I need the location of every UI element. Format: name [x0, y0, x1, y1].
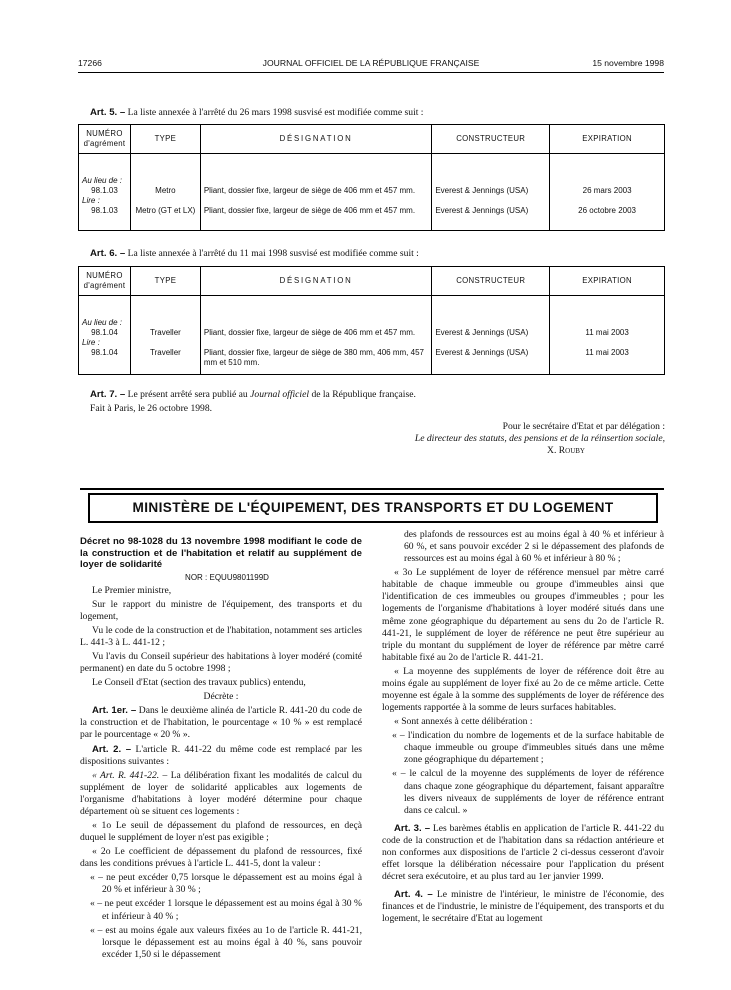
col-type: TYPE	[130, 267, 200, 296]
table-row: 98.1.04 Traveller Pliant, dossier fixe, largeur de siège de 406 mm et 457 mm. Everest & Jennings (USA) 11 mai 2003	[79, 328, 665, 338]
art6-paragraph	[90, 248, 660, 260]
signature-name: X. Rouby	[547, 445, 585, 456]
col-numero: NUMÉRO d'agrément	[79, 125, 131, 154]
col-numero: NUMÉRO d'agrément	[79, 267, 131, 296]
table-row: 98.1.04 Traveller Pliant, dossier fixe, largeur de siège de 380 mm, 406 mm, 457 mm et 510 mm. Everest & Jennings (USA) 11 mai 2003	[79, 348, 665, 375]
nor-reference: NOR : EQUU9801199D	[185, 572, 269, 582]
approval-table-1	[78, 124, 665, 231]
art5-label: Art. 5. –	[90, 107, 126, 118]
col-constructeur: CONSTRUCTEUR	[432, 267, 550, 296]
fait-a-paris: Fait à Paris, le 26 octobre 1998.	[90, 403, 213, 414]
art5-paragraph	[90, 107, 660, 119]
col-expiration: EXPIRATION	[550, 267, 665, 296]
article-2: Art. 2. – L'article R. 441-22 du même code est remplacé par les dispositions suivantes :	[80, 743, 362, 767]
journal-title: JOURNAL OFFICIEL DE LA RÉPUBLIQUE FRANÇAISE	[262, 58, 480, 68]
decrete-heading: Décrète :	[203, 691, 239, 703]
au-lieu-de-label: Au lieu de :	[79, 176, 131, 186]
art6-label: Art. 6. –	[90, 248, 126, 259]
decree-title: Décret no 98-1028 du 13 novembre 1998 modifiant le code de la construction et de l'habitation et relatif au supplément de loyer de solidarité	[80, 536, 362, 570]
decree-right-column: des plafonds de ressources est au moins égal à 40 % et inférieur à 60 %, et sans pouvoir excéder 2 si le dépassement des plafonds de ressources est au moins égal à 60 % et inférieur à 80 % ; « 3o Le supplément de loyer de référence mensuel par mètre carré habitable de chaque immeuble ou groupe d'immeubles ainsi que l'identification de ces immeubles ou groupes d'immeubles ; pour les logements de l'organisme d'habitations à loyer modéré situés dans une même zone géographique du département au sens du 2o de l'article R. 441-21, le supplément de loyer de référence ne peut être supérieur au triple du montant du supplément de loyer de référence par mètre carré habitable fixé au 2o de l'article R. 441-21. « La moyenne des suppléments de loyer de référence doit être au moins égale au supplément de loyer fixé au 2o de ce même article. Cette moyenne est égale à la somme des suppléments de loyer de référence des logements rapportée à la somme de leurs surfaces habitables. « Sont annexés à cette délibération : « – l'indication du nombre de logements et de la surface habitable de chaque immeuble ou groupe d'immeubles situés dans une même zone géographique du département ; « – le calcul de la moyenne des suppléments de loyer de référence dans chaque zone géographique du département, faisant apparaître les divers niveaux de suppléments de loyer de référence entrant dans ce calcul. » Art. 3. – Les barèmes établis en application de l'article R. 441-22 du code de la construction et de l'habitation dans sa rédaction antérieure et non conformes aux dispositions de l'article 2 ci-dessus cesseront d'avoir effet lorsque la délibération nécessaire pour l'application du présent décret sera exécutoire, et au plus tard au 1er janvier 1999. Art. 4. – Le ministre de l'intérieur, le ministre de l'économie, des finances et de l'industrie, le ministre de l'équipement, des transports et du logement, le secrétaire d'Etat au logement	[382, 529, 664, 925]
lire-label: Lire :	[79, 338, 131, 348]
signature-line-2: Le directeur des statuts, des pensions et de la réinsertion sociale,	[414, 433, 665, 444]
page-number: 17266	[78, 58, 102, 68]
art7-label: Art. 7. –	[90, 389, 126, 400]
lire-label: Lire :	[79, 196, 131, 206]
article-4: Art. 4. – Le ministre de l'intérieur, le ministre de l'économie, des finances et de l'industrie, le ministre de l'équipement, des transports et du logement, le secrétaire d'Etat au logement	[382, 889, 664, 925]
table-row: 98.1.03 Metro (GT et LX) Pliant, dossier fixe, largeur de siège de 406 mm et 457 mm. Everest & Jennings (USA) 26 octobre 2003	[79, 206, 665, 231]
au-lieu-de-label: Au lieu de :	[79, 318, 131, 328]
art7-paragraph: Art. 7. – Le présent arrêté sera publié au Journal officiel de la République française.	[90, 389, 416, 400]
art5-text: La liste annexée à l'arrêté du 26 mars 1998 susvisé est modifiée comme suit :	[127, 107, 424, 118]
col-expiration: EXPIRATION	[550, 125, 665, 154]
article-1: Art. 1er. – Dans le deuxième alinéa de l'article R. 441-20 du code de la construction et de l'habitation, le pourcentage « 10 % » est remplacé par le pourcentage « 20 % ».	[80, 705, 362, 741]
issue-date: 15 novembre 1998	[592, 58, 664, 68]
col-constructeur: CONSTRUCTEUR	[432, 125, 550, 154]
col-type: TYPE	[130, 125, 200, 154]
ministry-banner: MINISTÈRE DE L'ÉQUIPEMENT, DES TRANSPORTS ET DU LOGEMENT	[88, 493, 658, 523]
signature-line-1: Pour le secrétaire d'Etat et par délégation :	[502, 421, 665, 432]
decree-left-column: Décret no 98-1028 du 13 novembre 1998 modifiant le code de la construction et de l'habitation et relatif au supplément de loyer de solidarité NOR : EQUU9801199D Le Premier ministre, Sur le rapport du ministre de l'équipement, des transports et du logement, Vu le code de la construction et de l'habitation, notamment ses articles L. 441-3 à L. 441-12 ; Vu l'avis du Conseil supérieur des habitations à loyer modéré (comité permanent) en date du 5 octobre 1998 ; Le Conseil d'Etat (section des travaux publics) entendu, Décrète : Art. 1er. – Dans le deuxième alinéa de l'article R. 441-20 du code de la construction et de l'habitation, le pourcentage « 10 % » est remplacé par le pourcentage « 20 % ». Art. 2. – L'article R. 441-22 du même code est remplacé par les dispositions suivantes : « Art. R. 441-22. – La délibération fixant les modalités de calcul du supplément de loyer de solidarité applicables aux logements de l'organisme d'habitations à loyer modéré détermine pour chaque département où se situent ces logements : « 1o Le seuil de dépassement du plafond de ressources, en deçà duquel le supplément de loyer n'est pas exigible ; « 2o Le coefficient de dépassement du plafond de ressources, fixé dans les conditions prévues à l'article L. 441-5, dont la valeur : « – ne peut excéder 0,75 lorsque le dépassement est au moins égal à 20 % et inférieur à 30 % ; « – ne peut excéder 1 lorsque le dépassement est au moins égal à 30 % et inférieur à 40 % ; « – est au moins égale aux valeurs fixées au 1o de l'article R. 441-21, lorsque le dépassement est au moins égal à 40 %, sans pouvoir excéder 1,50 si le dépassement	[80, 536, 362, 960]
table-row: 98.1.03 Metro Pliant, dossier fixe, largeur de siège de 406 mm et 457 mm. Everest & Jennings (USA) 26 mars 2003	[79, 186, 665, 196]
art6-text: La liste annexée à l'arrêté du 11 mai 1998 susvisé est modifiée comme suit :	[127, 248, 419, 259]
col-designation: DÉSIGNATION	[200, 267, 431, 296]
article-r441-22: « Art. R. 441-22. – La délibération fixant les modalités de calcul du supplément de loyer de solidarité applicables aux logements de l'organisme d'habitations à loyer modéré détermine pour chaque département où se situent ces logements :	[80, 769, 362, 817]
col-designation: DÉSIGNATION	[200, 125, 432, 154]
header-rule	[78, 72, 664, 73]
page-header	[78, 58, 664, 72]
journal-name: Journal officiel	[250, 389, 310, 400]
approval-table-2	[78, 266, 665, 375]
article-3: Art. 3. – Les barèmes établis en application de l'article R. 441-22 du code de la construction et de l'habitation dans sa rédaction antérieure et non conformes aux dispositions de l'article 2 ci-dessus cesseront d'avoir effet lorsque la délibération nécessaire pour l'application du présent décret sera exécutoire, et au plus tard au 1er janvier 1999.	[382, 822, 664, 883]
